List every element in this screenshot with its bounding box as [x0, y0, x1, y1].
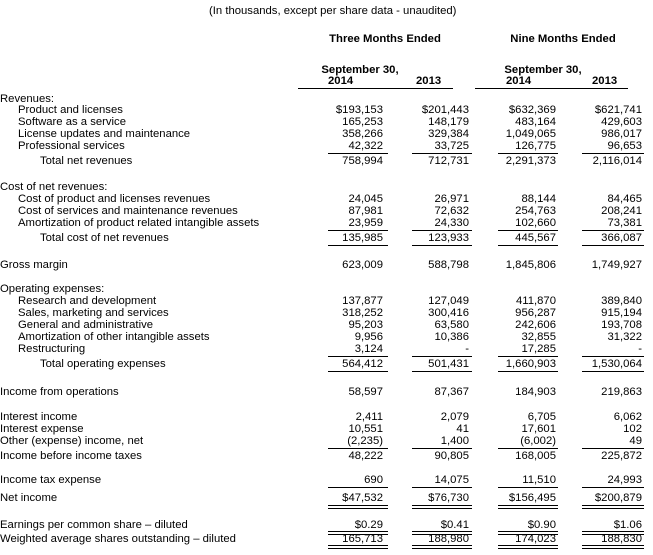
row-label: Total operating expenses [40, 358, 166, 370]
cell-9m-2013: 31,322 [607, 331, 642, 343]
cell-q3-2013: 90,805 [434, 450, 469, 462]
year-2014-nine: 2014 [506, 75, 532, 87]
cell-q3-2013: 148,179 [428, 116, 469, 128]
cell-q3-2014: 87,981 [348, 205, 383, 217]
subtotal-rule [498, 153, 558, 154]
cell-q3-2013: 63,580 [434, 319, 469, 331]
subtotal-rule [412, 230, 472, 231]
nine-months-header: Nine Months Ended [510, 33, 616, 45]
cell-q3-2013: 2,079 [440, 411, 469, 423]
cell-q3-2014: 137,877 [342, 295, 383, 307]
row-label: Net income [0, 492, 58, 504]
subtotal-rule [328, 245, 388, 246]
year-2014-three: 2014 [328, 75, 354, 87]
cell-q3-2013: 588,798 [428, 259, 469, 271]
cell-9m-2014: 6,705 [527, 411, 556, 423]
header-rule-2014-nine [475, 88, 560, 89]
period-header-three: September 30, [321, 64, 399, 76]
subtotal-rule [328, 448, 388, 449]
cell-q3-2014: 165,713 [342, 533, 383, 545]
subtotal-rule [582, 153, 644, 154]
cell-q3-2014: 318,252 [342, 307, 383, 319]
cell-9m-2013: 193,708 [601, 319, 642, 331]
cell-9m-2014: 1,845,806 [505, 259, 556, 271]
total-double-rule [328, 505, 388, 509]
cell-q3-2013: 72,632 [434, 205, 469, 217]
cell-q3-2014: $47,532 [342, 492, 383, 504]
row-label: Professional services [18, 140, 125, 152]
cell-q3-2014: 42,322 [348, 140, 383, 152]
subtotal-rule [412, 153, 472, 154]
row-label: Income from operations [0, 386, 119, 398]
cell-9m-2013: 366,087 [601, 232, 642, 244]
total-double-rule [412, 545, 472, 549]
cell-9m-2013: 1,530,064 [591, 358, 642, 370]
cell-9m-2014: 17,601 [521, 423, 556, 435]
cell-q3-2014: 358,266 [342, 128, 383, 140]
subtotal-rule [328, 153, 388, 154]
cell-q3-2014: 9,956 [354, 331, 383, 343]
cell-9m-2014: 2,291,373 [505, 155, 556, 167]
row-label: Other (expense) income, net [0, 435, 144, 447]
cell-9m-2013: 188,830 [601, 533, 642, 545]
cell-q3-2013: $201,443 [421, 104, 469, 116]
cell-q3-2013: 10,386 [434, 331, 469, 343]
three-months-header: Three Months Ended [329, 33, 441, 45]
cell-9m-2014: $632,369 [508, 104, 556, 116]
cell-9m-2013: - [638, 343, 642, 355]
subtotal-rule [498, 245, 558, 246]
cell-q3-2014: 623,009 [342, 259, 383, 271]
cell-9m-2014: 483,164 [515, 116, 556, 128]
cell-9m-2013: 429,603 [601, 116, 642, 128]
cell-9m-2014: 32,855 [521, 331, 556, 343]
row-label: Product and licenses [18, 104, 123, 116]
cell-9m-2013: 24,993 [607, 474, 642, 486]
year-2013-three: 2013 [416, 75, 442, 87]
subtotal-rule [328, 487, 388, 488]
cell-9m-2014: 956,287 [515, 307, 556, 319]
cell-9m-2013: 73,381 [607, 217, 642, 229]
cell-q3-2014: 165,253 [342, 116, 383, 128]
cell-9m-2014: (6,002) [520, 435, 556, 447]
cell-9m-2014: 168,005 [515, 450, 556, 462]
subtotal-rule [498, 356, 558, 357]
cell-q3-2013: 24,330 [434, 217, 469, 229]
cell-q3-2014: 758,994 [342, 155, 383, 167]
header-rule-2013-three [388, 88, 453, 89]
cell-9m-2014: $0.90 [527, 519, 556, 531]
cell-q3-2014: 2,411 [355, 411, 383, 423]
row-label: General and administrative [18, 319, 154, 331]
row-label: Income tax expense [0, 474, 102, 486]
cell-9m-2014: 1,049,065 [505, 128, 556, 140]
subtotal-rule [328, 371, 388, 372]
subtotal-rule [412, 371, 472, 372]
cell-9m-2013: 96,653 [607, 140, 642, 152]
subtotal-rule [328, 356, 388, 357]
row-label: Earnings per common share – diluted [0, 519, 188, 531]
cell-q3-2014: 564,412 [342, 358, 383, 370]
cell-9m-2013: 84,465 [607, 193, 642, 205]
subtotal-rule [582, 356, 644, 357]
subtotal-rule [582, 487, 644, 488]
subtotal-rule [582, 448, 644, 449]
total-double-rule [412, 505, 472, 509]
total-double-rule [498, 505, 558, 509]
row-label: Interest expense [0, 423, 84, 435]
subtotal-rule [412, 487, 472, 488]
cell-q3-2013: $76,730 [428, 492, 469, 504]
cell-9m-2013: 915,194 [601, 307, 642, 319]
cell-q3-2013: 87,367 [434, 386, 469, 398]
cell-9m-2014: 184,903 [515, 386, 556, 398]
cell-9m-2014: $156,495 [508, 492, 556, 504]
cell-9m-2013: 986,017 [601, 128, 642, 140]
cell-q3-2013: 188,980 [428, 533, 469, 545]
cell-9m-2014: 102,660 [515, 217, 556, 229]
row-label: Total cost of net revenues [40, 232, 169, 244]
row-label: Cost of product and licenses revenues [18, 193, 211, 205]
row-label: Research and development [18, 295, 157, 307]
cell-9m-2013: 225,872 [601, 450, 642, 462]
cell-9m-2014: 174,023 [515, 533, 556, 545]
row-label: Sales, marketing and services [18, 307, 169, 319]
subtotal-rule [328, 230, 388, 231]
cell-q3-2013: 26,971 [434, 193, 469, 205]
cell-9m-2013: 1,749,927 [591, 259, 642, 271]
subtotal-rule [412, 448, 472, 449]
period-header-nine: September 30, [504, 64, 582, 76]
cell-q3-2013: 123,933 [428, 232, 469, 244]
subtotal-rule [582, 245, 644, 246]
subtotal-rule [498, 487, 558, 488]
cell-q3-2013: 300,416 [428, 307, 469, 319]
subtotal-rule [412, 245, 472, 246]
cell-q3-2013: 14,075 [434, 474, 469, 486]
cell-q3-2013: 501,431 [428, 358, 469, 370]
row-label: Cost of services and maintenance revenues [18, 205, 238, 217]
cell-9m-2013: $621,741 [594, 104, 642, 116]
row-label: Total net revenues [40, 155, 133, 167]
cell-9m-2014: 1,660,903 [505, 358, 556, 370]
header-rule-2014-three [298, 88, 388, 89]
cell-9m-2013: 102 [623, 423, 642, 435]
cell-9m-2013: 6,062 [613, 411, 642, 423]
row-label: License updates and maintenance [18, 128, 191, 140]
cell-q3-2014: 24,045 [348, 193, 383, 205]
cell-q3-2014: 135,985 [342, 232, 383, 244]
cost-section-label: Cost of net revenues: [0, 181, 108, 193]
cell-9m-2014: 445,567 [515, 232, 556, 244]
cell-9m-2013: $200,879 [594, 492, 642, 504]
cell-q3-2014: $193,153 [335, 104, 383, 116]
cell-9m-2013: 208,241 [601, 205, 642, 217]
row-label: Amortization of other intangible assets [18, 331, 210, 343]
row-label: Amortization of product related intangible assets [18, 217, 260, 229]
cell-9m-2013: 2,116,014 [592, 155, 642, 167]
cell-9m-2014: 254,763 [515, 205, 556, 217]
cell-q3-2014: 10,551 [348, 423, 383, 435]
cell-q3-2014: 690 [364, 474, 383, 486]
cell-9m-2014: 411,870 [516, 295, 556, 307]
year-2013-nine: 2013 [592, 75, 618, 87]
total-double-rule [582, 545, 644, 549]
total-double-rule [328, 545, 388, 549]
total-double-rule [498, 545, 558, 549]
subtotal-rule [498, 448, 558, 449]
cell-9m-2014: 88,144 [521, 193, 556, 205]
cell-q3-2014: 3,124 [354, 343, 383, 355]
cell-9m-2013: $1.06 [613, 519, 642, 531]
subtotal-rule [582, 230, 644, 231]
cell-q3-2013: 33,725 [434, 140, 469, 152]
subtotal-rule [498, 230, 558, 231]
subtotal-rule [412, 356, 472, 357]
header-rule-2013-nine [560, 88, 628, 89]
cell-9m-2014: 17,285 [521, 343, 556, 355]
cell-9m-2014: 11,510 [522, 474, 556, 486]
cell-q3-2013: 41 [456, 423, 469, 435]
cell-q3-2014: 95,203 [348, 319, 383, 331]
cell-q3-2014: 58,597 [348, 386, 383, 398]
row-label: Interest income [0, 411, 78, 423]
row-label: Gross margin [0, 259, 68, 271]
cell-q3-2013: - [465, 343, 469, 355]
cell-q3-2014: 23,959 [348, 217, 383, 229]
cell-9m-2014: 126,775 [515, 140, 556, 152]
row-label: Restructuring [18, 343, 86, 355]
cell-q3-2013: 1,400 [440, 435, 469, 447]
total-double-rule [582, 505, 644, 509]
row-label: Income before income taxes [0, 450, 142, 462]
cell-q3-2013: 127,049 [428, 295, 469, 307]
cell-9m-2013: 389,840 [601, 295, 642, 307]
revenues-label: Revenues: [0, 93, 55, 105]
subtotal-rule [498, 371, 558, 372]
cell-9m-2013: 49 [629, 435, 642, 447]
cell-q3-2014: (2,235) [347, 435, 383, 447]
cell-q3-2014: $0.29 [354, 519, 383, 531]
cell-9m-2013: 219,863 [601, 386, 642, 398]
row-label: Software as a service [18, 116, 126, 128]
cell-9m-2014: 242,606 [515, 319, 556, 331]
opex-section-label: Operating expenses: [0, 283, 105, 295]
cell-q3-2013: $0.41 [440, 519, 469, 531]
cell-q3-2013: 329,384 [428, 128, 469, 140]
cell-q3-2013: 712,731 [428, 155, 469, 167]
cell-q3-2014: 48,222 [348, 450, 383, 462]
table-note: (In thousands, except per share data - unaudited) [209, 5, 457, 17]
subtotal-rule [582, 371, 644, 372]
row-label: Weighted average shares outstanding – diluted [0, 533, 236, 545]
